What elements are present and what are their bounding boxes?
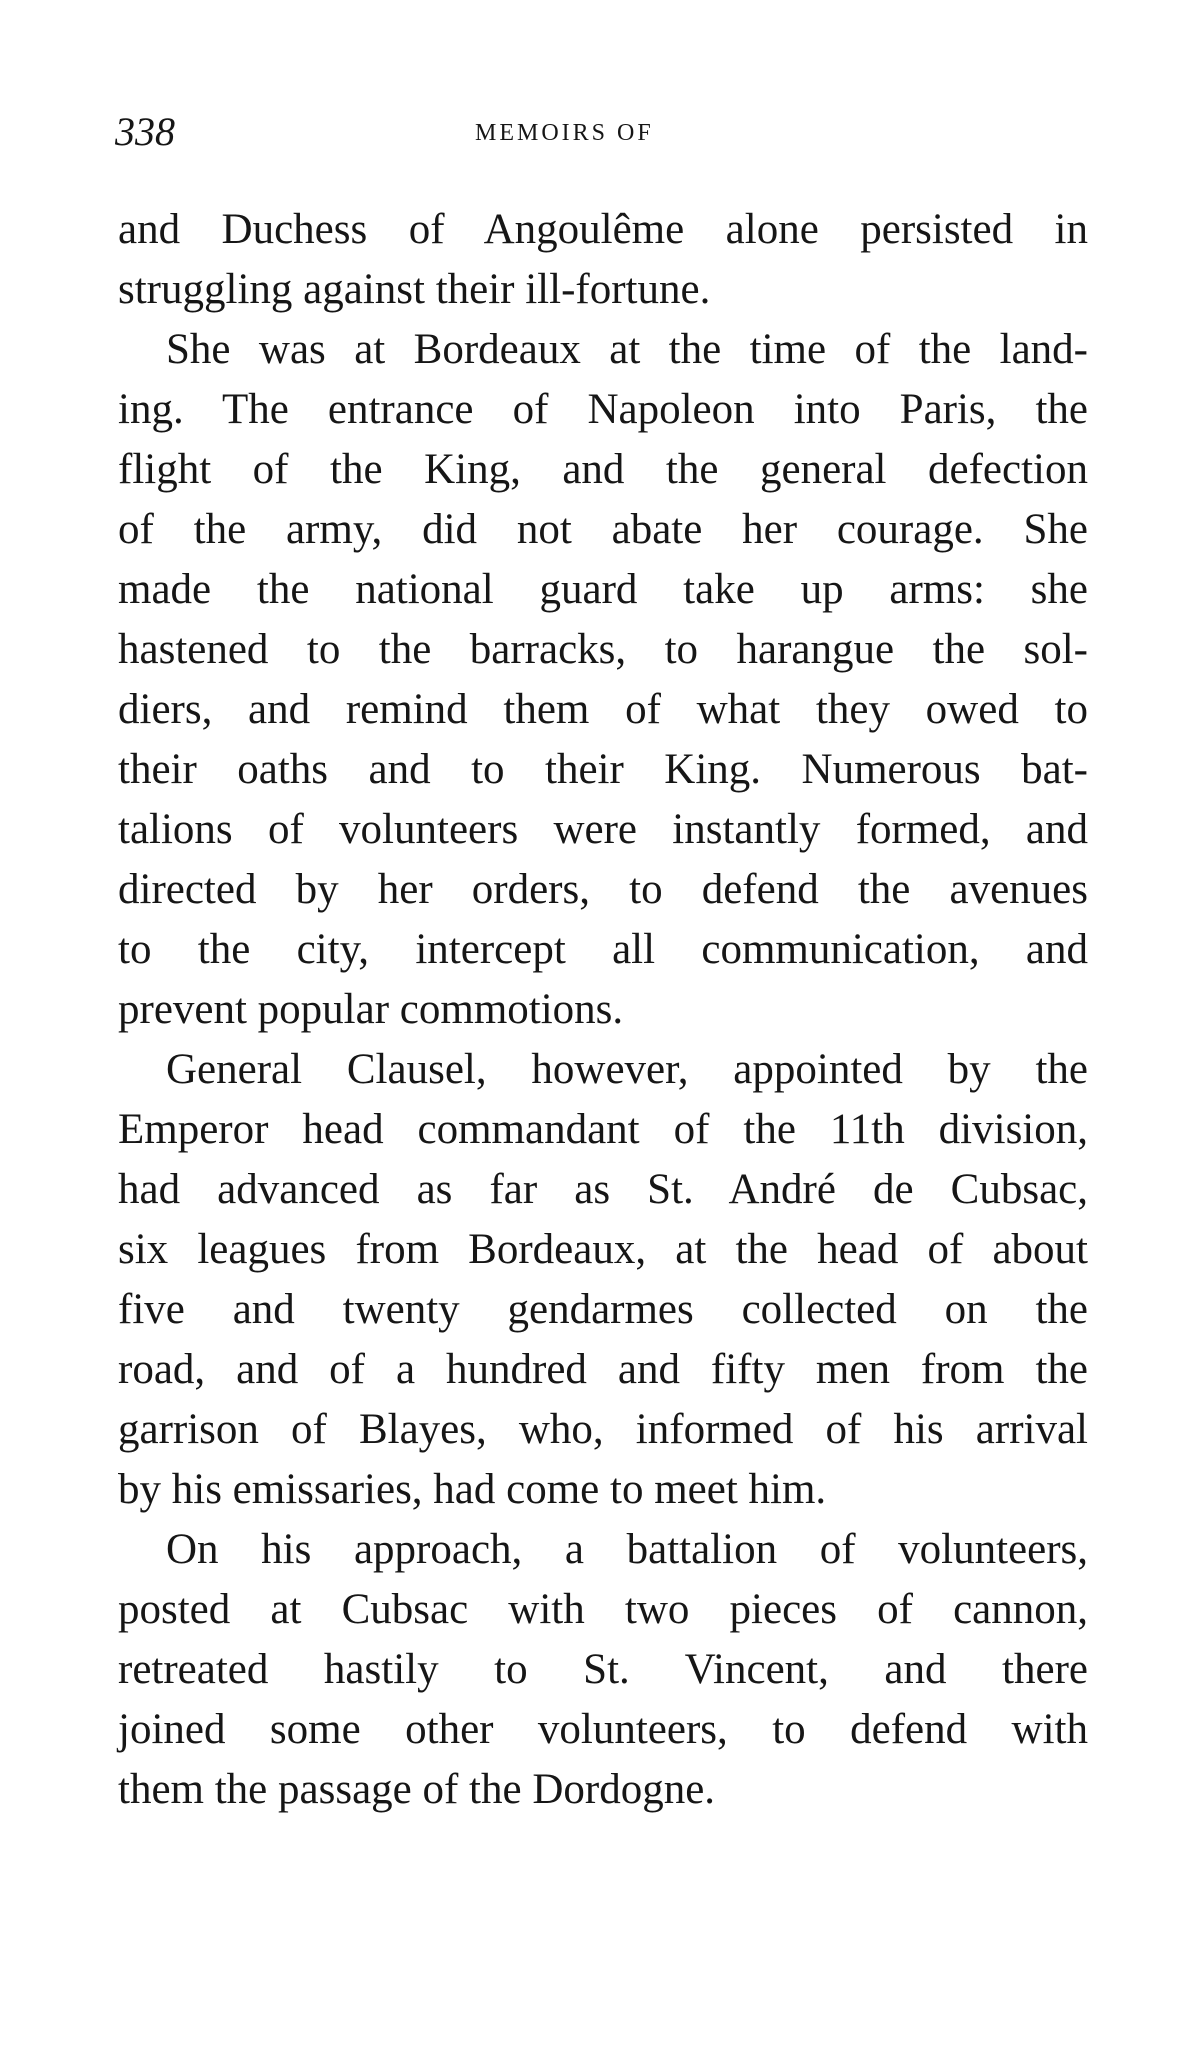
text-line: made the national guard take up arms: she <box>118 566 1088 613</box>
page-header <box>115 108 1075 158</box>
text-line: posted at Cubsac with two pieces of cannon, <box>118 1586 1088 1633</box>
text-line: road, and of a hundred and fifty men from the <box>118 1346 1088 1393</box>
text-line: hastened to the barracks, to harangue the sol- <box>118 626 1088 673</box>
body-text <box>118 200 1088 1820</box>
text-line: On his approach, a battalion of volunteers, <box>166 1526 1088 1573</box>
paragraph <box>118 1520 1088 1820</box>
paragraph <box>118 200 1088 320</box>
text-line: six leagues from Bordeaux, at the head of about <box>118 1226 1088 1273</box>
text-line: ing. The entrance of Napoleon into Paris, the <box>118 386 1088 433</box>
text-line: of the army, did not abate her courage. She <box>118 506 1088 553</box>
text-line: diers, and remind them of what they owed to <box>118 686 1088 733</box>
text-line: prevent popular commotions. <box>118 986 624 1033</box>
text-line: directed by her orders, to defend the avenues <box>118 866 1088 913</box>
text-line: and Duchess of Angoulême alone persisted in <box>118 206 1088 253</box>
paragraph <box>118 320 1088 1040</box>
text-line: them the passage of the Dordogne. <box>118 1766 716 1813</box>
paragraph <box>118 1040 1088 1520</box>
text-line: Emperor head commandant of the 11th division, <box>118 1106 1088 1153</box>
text-line: by his emissaries, had come to meet him. <box>118 1466 827 1513</box>
text-line: She was at Bordeaux at the time of the land- <box>166 326 1088 373</box>
text-line: to the city, intercept all communication, and <box>118 926 1088 973</box>
text-line: struggling against their ill-fortune. <box>118 266 711 313</box>
page-number: 338 <box>115 109 175 154</box>
text-line: talions of volunteers were instantly formed, and <box>118 806 1088 853</box>
text-line: five and twenty gendarmes collected on the <box>118 1286 1088 1333</box>
text-line: garrison of Blayes, who, informed of his arrival <box>118 1406 1088 1453</box>
text-line: had advanced as far as St. André de Cubsac, <box>118 1166 1088 1213</box>
text-line: joined some other volunteers, to defend with <box>118 1706 1088 1753</box>
text-line: flight of the King, and the general defection <box>118 446 1088 493</box>
text-line: retreated hastily to St. Vincent, and there <box>118 1646 1088 1693</box>
text-line: their oaths and to their King. Numerous bat- <box>118 746 1088 793</box>
text-line: General Clausel, however, appointed by the <box>166 1046 1088 1093</box>
running-head: MEMOIRS OF <box>475 120 654 146</box>
